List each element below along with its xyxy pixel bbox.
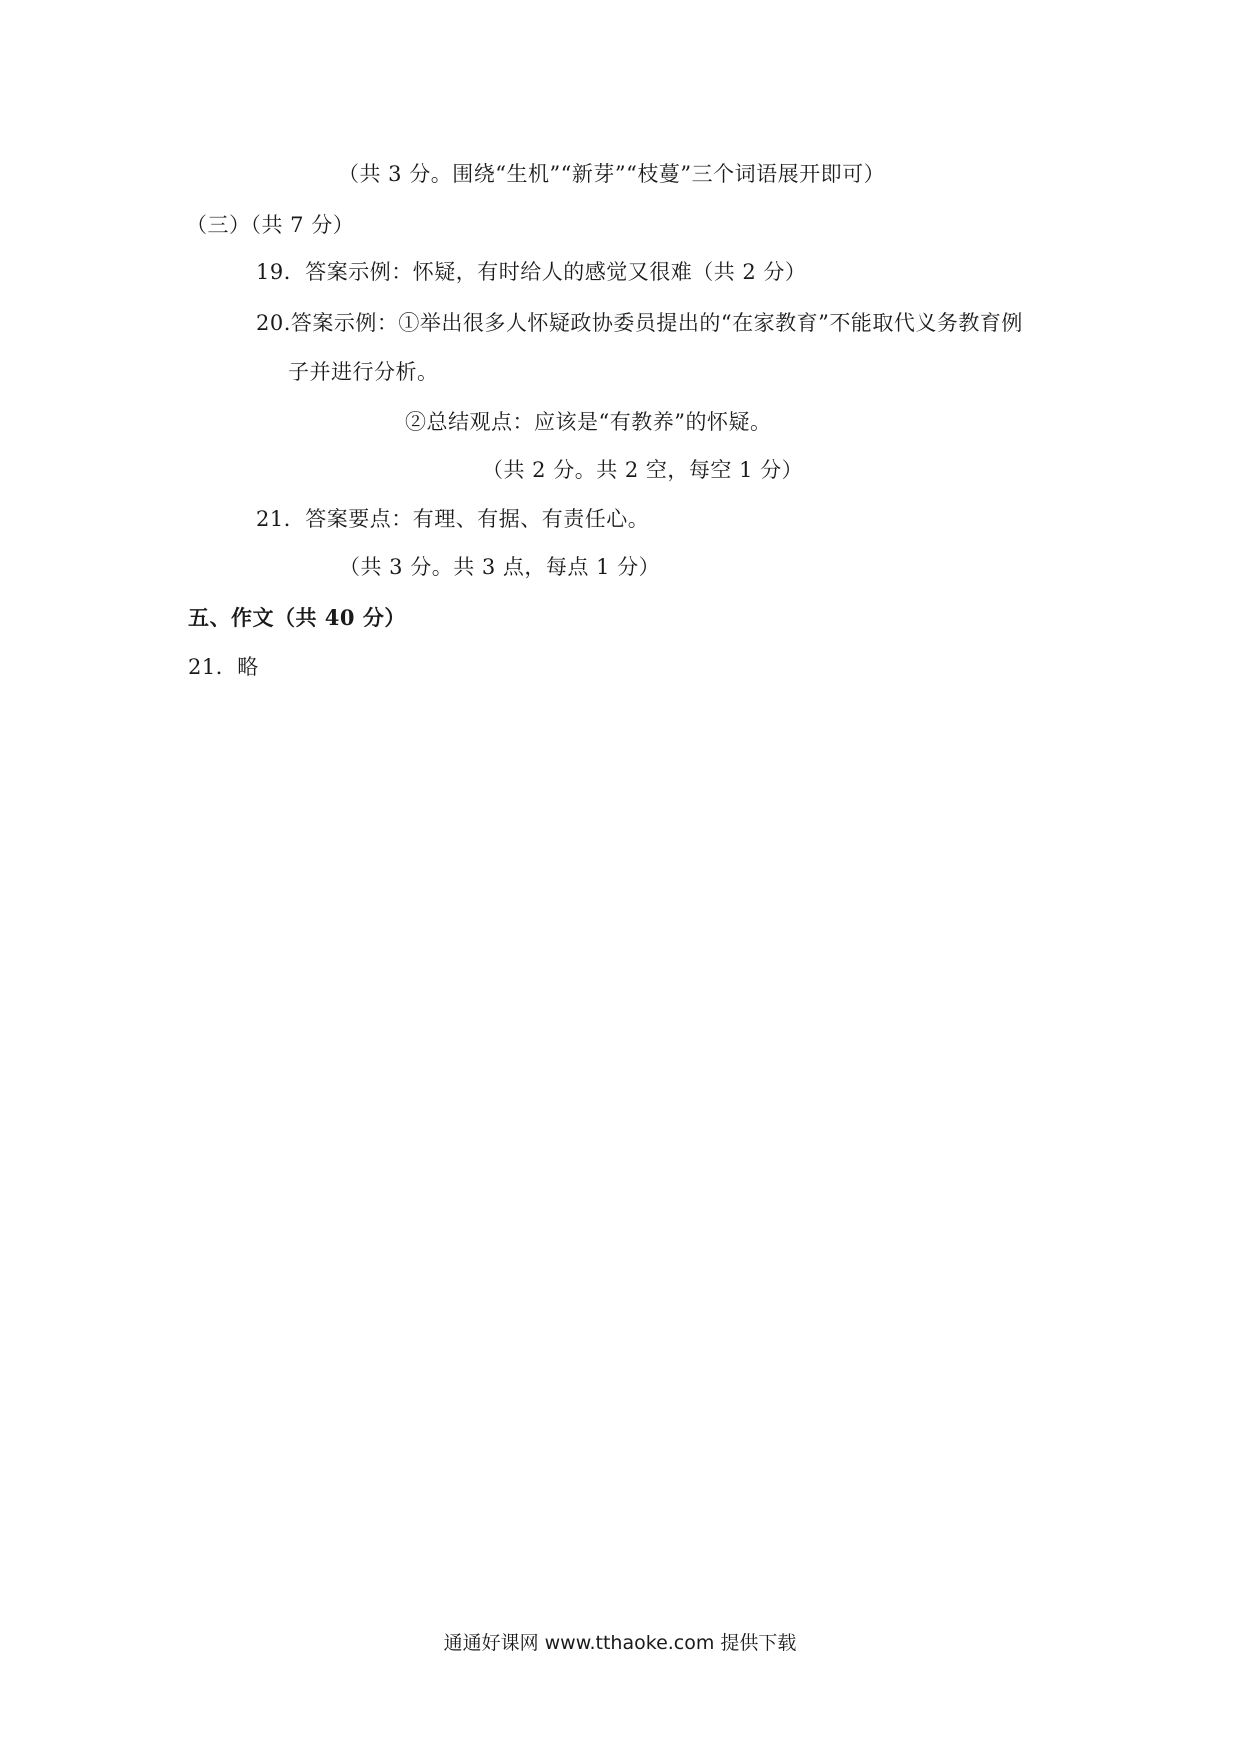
scoring-note-q20: （共 2 分。共 2 空，每空 1 分） [482, 458, 804, 482]
answer-q19: 19．答案示例：怀疑，有时给人的感觉又很难（共 2 分） [256, 260, 807, 284]
footer-source-text: 通通好课网 www.tthaoke.com 提供下载 [443, 1632, 797, 1654]
answer-essay: 21．略 [188, 655, 259, 679]
answer-q21: 21．答案要点：有理、有据、有责任心。 [256, 507, 650, 531]
section-five-heading: 五、作文（共 40 分） [188, 605, 406, 630]
scoring-note-q18: （共 3 分。围绕“生机”“新芽”“枝蔓”三个词语展开即可） [338, 162, 886, 186]
answer-q20-part2: ②总结观点：应该是“有教养”的怀疑。 [405, 410, 772, 434]
answer-q20-part1-continued: 子并进行分析。 [288, 360, 439, 384]
answer-q20-part1: 20.答案示例：①举出很多人怀疑政协委员提出的“在家教育”不能取代义务教育例 [256, 311, 1023, 335]
section-three-heading: （三）（共 7 分） [186, 213, 355, 237]
scoring-note-q21: （共 3 分。共 3 点，每点 1 分） [339, 555, 661, 579]
